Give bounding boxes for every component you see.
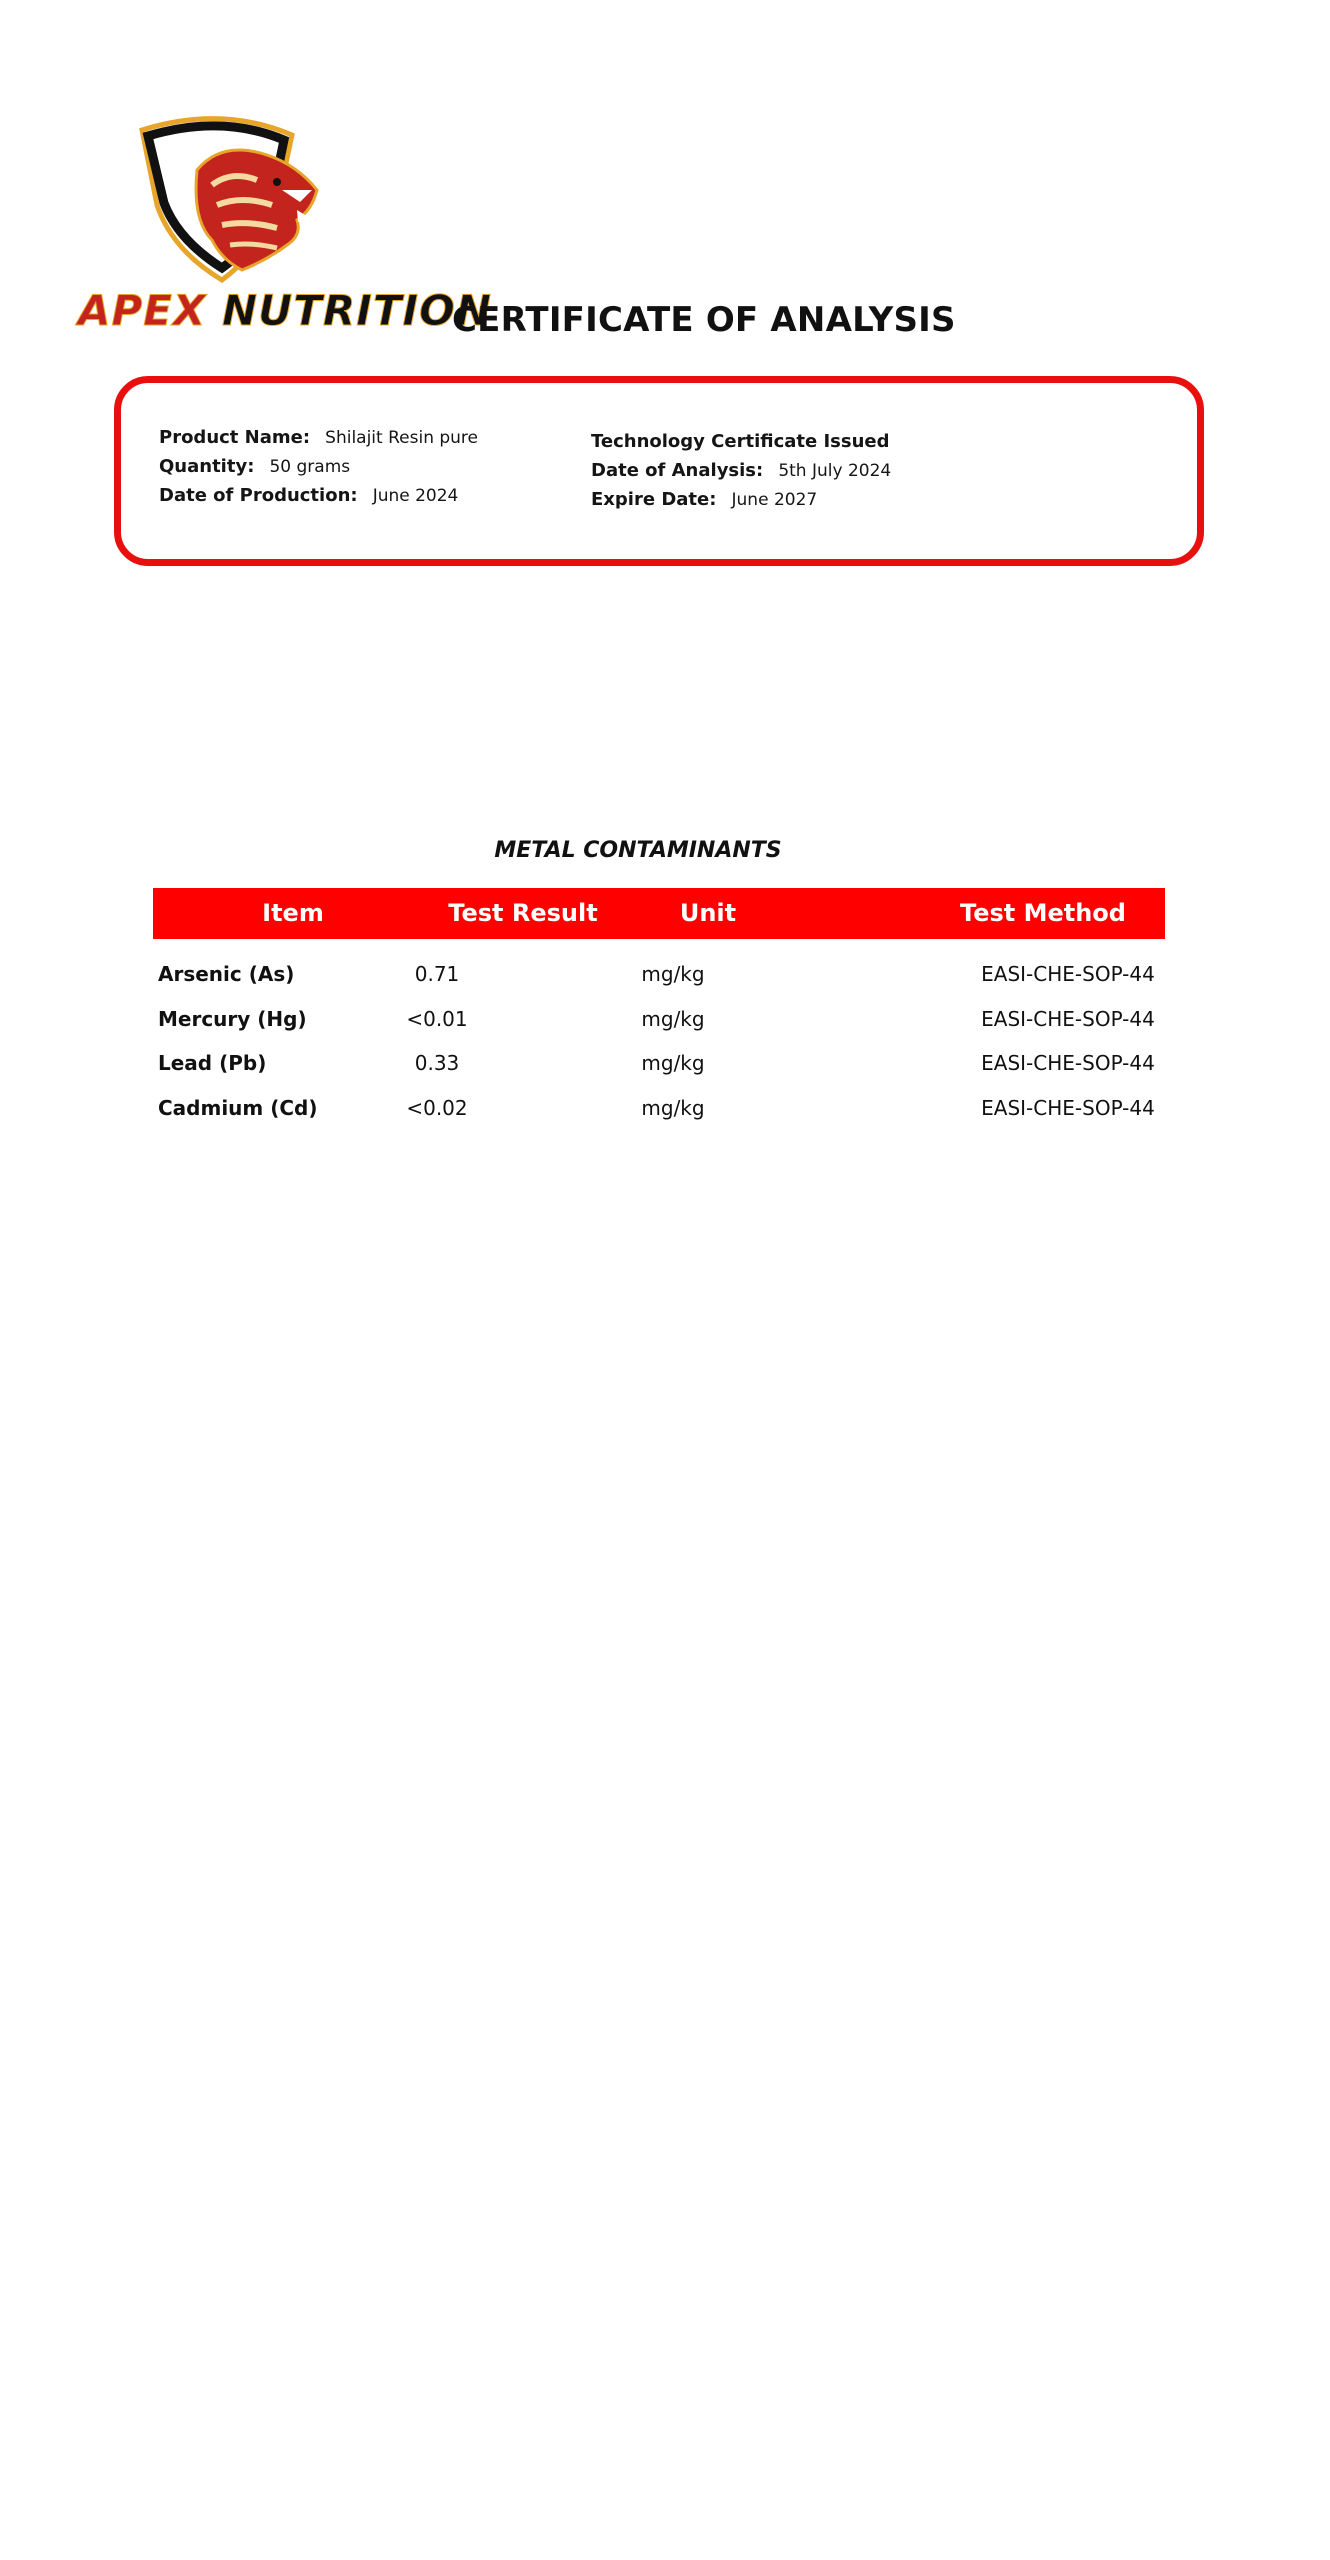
header-test-method: Test Method [960, 899, 1126, 927]
result-cell: <0.02 [406, 1096, 468, 1120]
unit-cell: mg/kg [641, 1051, 705, 1075]
product-info-right [591, 427, 900, 514]
quantity-value: 50 grams [269, 457, 351, 477]
method-cell: EASI-CHE-SOP-44 [981, 1051, 1155, 1075]
tiger-head-icon [196, 150, 317, 270]
production-date-row [159, 481, 478, 510]
item-cell: Arsenic (As) [158, 962, 295, 986]
production-date-label: Date of Production: [159, 485, 358, 506]
expire-date-value: June 2027 [731, 490, 818, 510]
brand-logo [72, 110, 492, 340]
table-row [153, 997, 1165, 1041]
unit-cell: mg/kg [641, 962, 705, 986]
certificate-row [591, 427, 900, 456]
expire-date-row [591, 485, 900, 514]
product-info-panel [114, 376, 1204, 566]
method-cell: EASI-CHE-SOP-44 [981, 1007, 1155, 1031]
brand-wordmark: APEX NUTRITION [78, 286, 492, 335]
table-row [153, 952, 1165, 996]
method-cell: EASI-CHE-SOP-44 [981, 1096, 1155, 1120]
unit-cell: mg/kg [641, 1007, 705, 1031]
product-name-value: Shilajit Resin pure [325, 428, 479, 448]
header-unit: Unit [679, 899, 737, 927]
header-item: Item [262, 899, 324, 927]
header-test-result: Test Result [448, 899, 598, 927]
quantity-label: Quantity: [159, 456, 255, 477]
result-cell: 0.71 [414, 962, 460, 986]
product-info-left [159, 423, 478, 510]
analysis-date-row [591, 456, 900, 485]
unit-cell: mg/kg [641, 1096, 705, 1120]
result-cell: <0.01 [406, 1007, 468, 1031]
page-title: CERTIFICATE OF ANALYSIS [452, 300, 956, 340]
item-cell: Cadmium (Cd) [158, 1096, 318, 1120]
method-cell: EASI-CHE-SOP-44 [981, 962, 1155, 986]
quantity-row [159, 452, 478, 481]
certificate-label: Technology Certificate Issued [591, 431, 890, 452]
analysis-date-label: Date of Analysis: [591, 460, 764, 481]
result-cell: 0.33 [414, 1051, 460, 1075]
table-row [153, 1086, 1165, 1130]
product-name-row [159, 423, 478, 452]
table-row [153, 1041, 1165, 1085]
table-header [153, 888, 1165, 939]
item-cell: Lead (Pb) [158, 1051, 267, 1075]
product-name-label: Product Name: [159, 427, 311, 448]
metal-contaminants-title: METAL CONTAMINANTS [494, 838, 782, 863]
expire-date-label: Expire Date: [591, 489, 717, 510]
analysis-date-value: 5th July 2024 [778, 461, 892, 481]
production-date-value: June 2024 [372, 486, 459, 506]
item-cell: Mercury (Hg) [158, 1007, 307, 1031]
